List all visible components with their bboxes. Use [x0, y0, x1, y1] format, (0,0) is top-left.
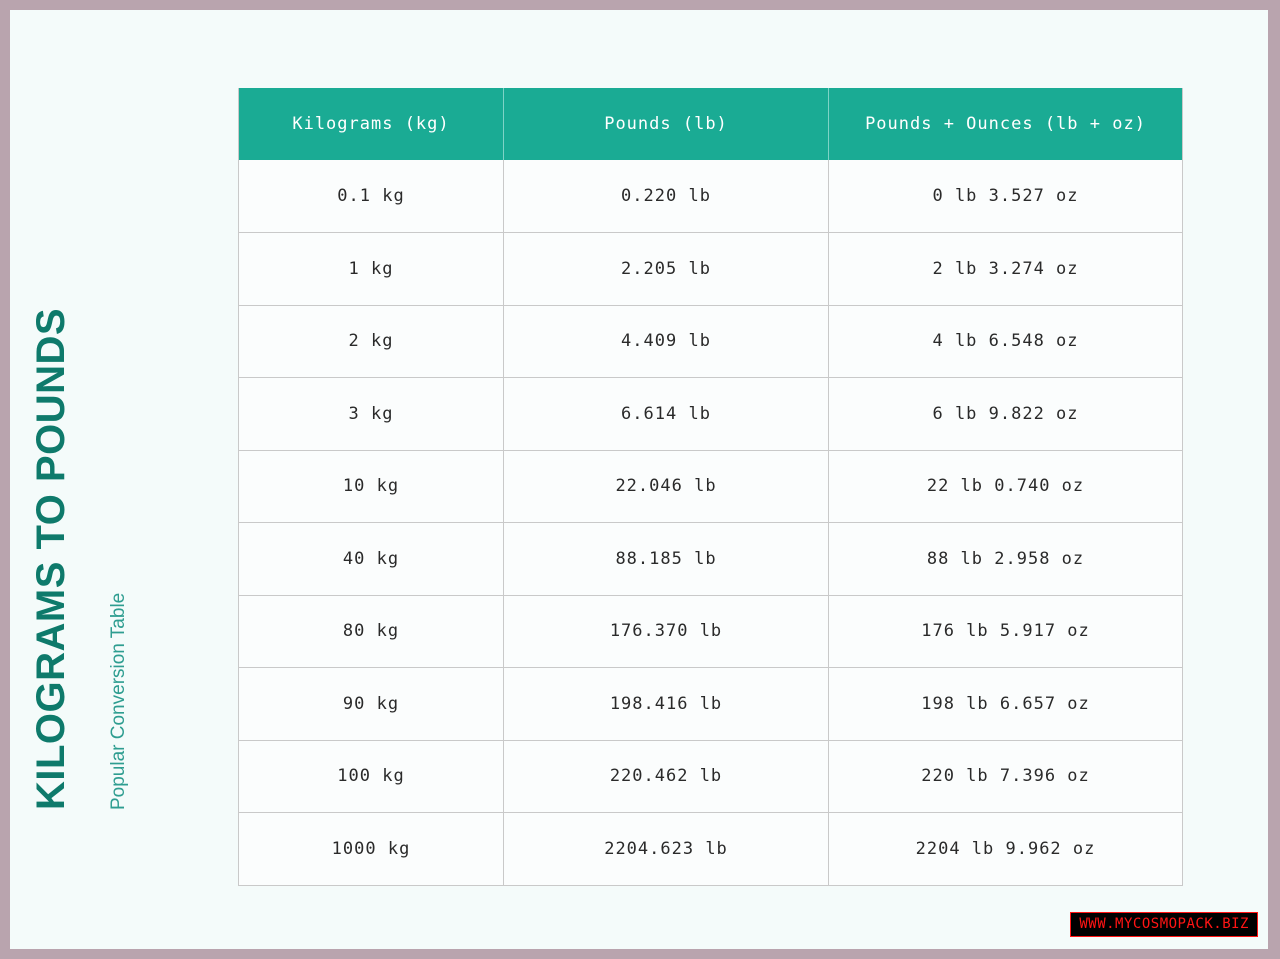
table-cell: 80 kg	[239, 595, 504, 668]
table-cell: 6 lb 9.822 oz	[829, 378, 1183, 451]
table-cell: 88.185 lb	[504, 523, 829, 596]
conversion-table	[238, 88, 1183, 886]
table-cell: 10 kg	[239, 450, 504, 523]
table-cell: 2 kg	[239, 305, 504, 378]
watermark-badge: WWW.MYCOSMOPACK.BIZ	[1070, 912, 1258, 937]
table-row	[239, 378, 1183, 451]
table-cell: 2204.623 lb	[504, 813, 829, 886]
table-row	[239, 595, 1183, 668]
table-row	[239, 668, 1183, 741]
table-cell: 0 lb 3.527 oz	[829, 160, 1183, 233]
conversion-table-wrapper	[238, 88, 1182, 886]
table-header	[239, 88, 1183, 160]
table-cell: 176.370 lb	[504, 595, 829, 668]
table-header-row	[239, 88, 1183, 160]
table-cell: 0.220 lb	[504, 160, 829, 233]
document-sheet	[10, 10, 1268, 949]
table-row	[239, 450, 1183, 523]
table-row	[239, 233, 1183, 306]
table-cell: 176 lb 5.917 oz	[829, 595, 1183, 668]
table-cell: 198 lb 6.657 oz	[829, 668, 1183, 741]
table-cell: 2.205 lb	[504, 233, 829, 306]
table-cell: 22.046 lb	[504, 450, 829, 523]
table-cell: 1000 kg	[239, 813, 504, 886]
table-body	[239, 160, 1183, 885]
title-block	[29, 170, 180, 810]
table-cell: 90 kg	[239, 668, 504, 741]
table-cell: 22 lb 0.740 oz	[829, 450, 1183, 523]
page-subtitle: Popular Conversion Table	[108, 592, 129, 810]
table-cell: 4.409 lb	[504, 305, 829, 378]
table-cell: 220.462 lb	[504, 740, 829, 813]
table-cell: 6.614 lb	[504, 378, 829, 451]
table-row	[239, 740, 1183, 813]
table-cell: 100 kg	[239, 740, 504, 813]
table-cell: 0.1 kg	[239, 160, 504, 233]
table-cell: 40 kg	[239, 523, 504, 596]
column-header-kilograms: Kilograms (kg)	[239, 88, 504, 160]
table-row	[239, 160, 1183, 233]
table-cell: 2 lb 3.274 oz	[829, 233, 1183, 306]
table-cell: 220 lb 7.396 oz	[829, 740, 1183, 813]
table-cell: 88 lb 2.958 oz	[829, 523, 1183, 596]
table-cell: 1 kg	[239, 233, 504, 306]
column-header-pounds: Pounds (lb)	[504, 88, 829, 160]
page-title: KILOGRAMS TO POUNDS	[29, 307, 73, 810]
table-row	[239, 305, 1183, 378]
table-row	[239, 523, 1183, 596]
table-cell: 198.416 lb	[504, 668, 829, 741]
table-cell: 4 lb 6.548 oz	[829, 305, 1183, 378]
table-row	[239, 813, 1183, 886]
table-cell: 3 kg	[239, 378, 504, 451]
column-header-pounds-ounces: Pounds + Ounces (lb + oz)	[829, 88, 1183, 160]
table-cell: 2204 lb 9.962 oz	[829, 813, 1183, 886]
